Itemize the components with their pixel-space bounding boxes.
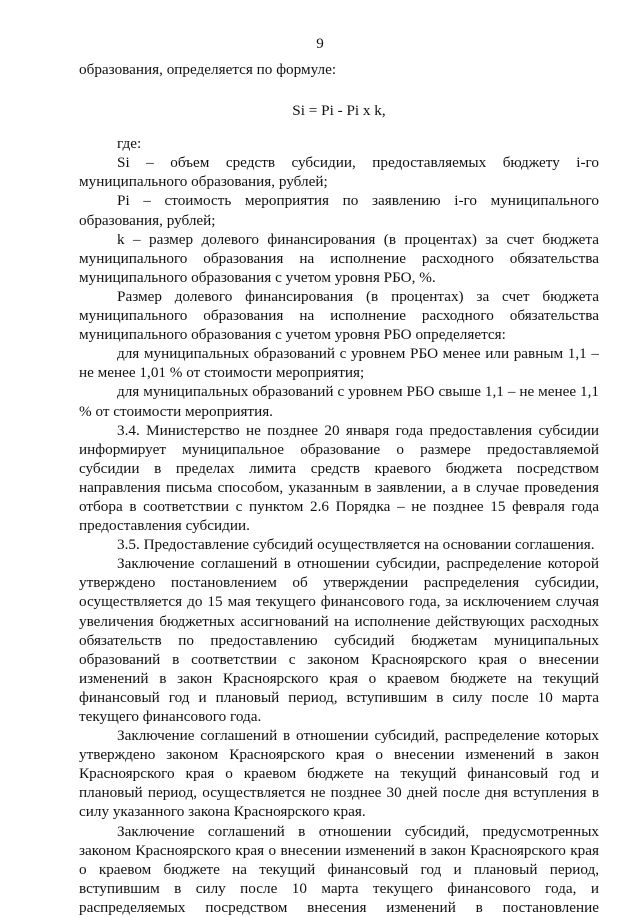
definition-si: Si – объем средств субсидии, предоставляемых бюджету i-го муниципального образования, рублей; xyxy=(79,154,599,191)
paragraph-agreement-3: Заключение соглашений в отношении субсидий, предусмотренных законом Красноярского края о внесении изменений в закон Красноярского края о краевом бюджете на текущий финансовый год и плановый период, вступившим в силу после 10 марта текущего финансового года, и распределяемых посредством внесения изменений в постановление xyxy=(79,822,599,916)
paragraph-intro: образования, определяется по формуле: xyxy=(79,61,337,78)
paragraph-rbo-high: для муниципальных образований с уровнем РБО свыше 1,1 – не менее 1,1 % от стоимости мероприятия. xyxy=(79,383,599,420)
paragraph-share-size: Размер долевого финансирования (в процентах) за счет бюджета муниципального образования на исполнение расходного обязательства муниципального образования с учетом уровня РБО определяется: xyxy=(79,287,599,344)
paragraph-3-5: 3.5. Предоставление субсидий осуществляется на основании соглашения. xyxy=(117,536,595,554)
definition-k: k – размер долевого финансирования (в процентах) за счет бюджета муниципального образования на исполнение расходного обязательства муниципального образования с учетом уровня РБО, %. xyxy=(79,230,599,286)
paragraph-3-4: 3.4. Министерство не позднее 20 января года предоставления субсидии информирует муниципальное образование о размере предоставляемой субсидии в пределах лимита средств краевого бюджета посредством направления письма способом, указанным в заявлении, а в случае проведения отбора в соответствии с пунктом 2.6 Порядка – не позднее 15 февраля года предоставления субсидии. xyxy=(79,421,599,535)
page-number: 9 xyxy=(316,36,324,52)
definition-pi: Pi – стоимость мероприятия по заявлению i-го муниципального образования, рублей; xyxy=(79,192,599,229)
paragraph-agreement-1: Заключение соглашений в отношении субсидии, распределение которой утверждено постановлением об утверждении распределения субсидии, осуществляется до 15 мая текущего финансового года, за исключением случая увеличения бюджетных ассигнований на исполнение действующих расходных обязательств по предоставлению субсидий бюджетам муниципальных образований в соответствии с законом Красноярского края о внесении изменений в закон Красноярского края о краевом бюджете на текущий финансовый год и плановый период, вступившим в силу после 10 марта текущего финансового года. xyxy=(79,555,599,725)
document-body xyxy=(79,60,599,917)
paragraph-agreement-2: Заключение соглашений в отношении субсидий, распределение которых утверждено законом Красноярского края о внесении изменений в закон Красноярского края о краевом бюджете на текущий финансовый год и плановый период, осуществляется не позднее 30 дней после дня вступления в силу указанного закона Красноярского края. xyxy=(79,727,599,821)
paragraph-rbo-low: для муниципальных образований с уровнем РБО менее или равным 1,1 – не менее 1,01 % от стоимости мероприятия; xyxy=(79,345,599,382)
paragraph-where: где: xyxy=(117,135,142,153)
formula: Si = Pi - Pi x k, xyxy=(292,102,386,120)
